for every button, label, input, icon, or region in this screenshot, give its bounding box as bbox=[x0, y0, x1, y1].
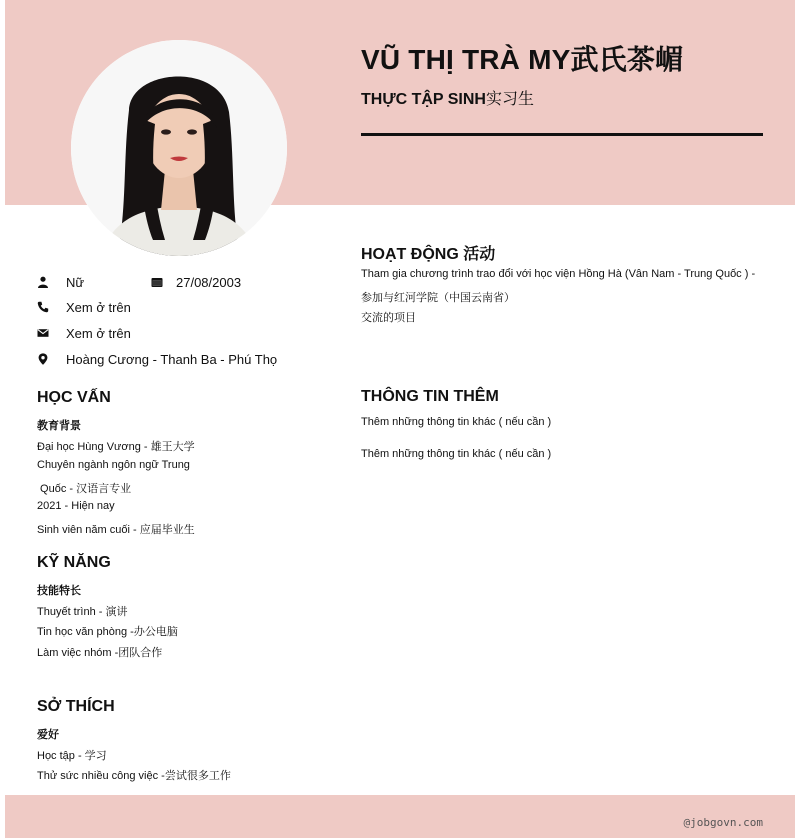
hobbies-line: Học tập - 学习 bbox=[37, 750, 107, 762]
education-line: Chuyên ngành ngôn ngữ Trung bbox=[37, 459, 190, 471]
job-title bbox=[361, 86, 534, 109]
address-value: Hoàng Cương - Thanh Ba - Phú Thọ bbox=[66, 351, 278, 367]
profile-photo bbox=[71, 40, 287, 256]
skills-line: Làm việc nhóm -团队合作 bbox=[37, 647, 163, 659]
person-icon bbox=[37, 276, 49, 288]
education-subtitle: 教育背景 bbox=[37, 420, 81, 432]
hobbies-line: Thử sức nhiều công việc -尝试很多工作 bbox=[37, 770, 231, 782]
phone-value: Xem ở trên bbox=[66, 299, 131, 315]
birthdate-value: 27/08/2003 bbox=[176, 274, 242, 290]
activities-title: HOẠT ĐỘNG 活动 bbox=[361, 246, 496, 263]
address-row bbox=[37, 350, 277, 368]
hobbies-subtitle: 爱好 bbox=[37, 729, 59, 741]
email-row bbox=[37, 324, 131, 342]
phone-icon bbox=[37, 301, 49, 313]
gender-row bbox=[37, 273, 84, 291]
education-line: Quốc - 汉语言专业 bbox=[37, 483, 132, 495]
footer-band bbox=[5, 795, 795, 838]
header-divider bbox=[361, 133, 763, 136]
activities-line: 参加与红河学院（中国云南省） bbox=[361, 292, 515, 304]
activities-line: 交流的项目 bbox=[361, 312, 416, 324]
extra-info-title: THÔNG TIN THÊM bbox=[361, 388, 499, 405]
skills-line: Tin học văn phòng -办公电脑 bbox=[37, 626, 178, 638]
education-title: HỌC VẤN bbox=[37, 389, 111, 406]
email-value: Xem ở trên bbox=[66, 325, 131, 341]
location-pin-icon bbox=[37, 353, 49, 365]
skills-line: Thuyết trình - 演讲 bbox=[37, 606, 128, 618]
job-title-vi: THỰC TẬP SINH bbox=[361, 91, 486, 108]
birthdate-row bbox=[151, 273, 241, 291]
gender-value: Nữ bbox=[66, 274, 85, 290]
job-title-zh: 实习生 bbox=[485, 91, 534, 108]
phone-row bbox=[37, 298, 131, 316]
extra-info-line: Thêm những thông tin khác ( nếu cần ) bbox=[361, 448, 552, 460]
hobbies-title: SỞ THÍCH bbox=[37, 698, 115, 715]
education-line: 2021 - Hiện nay bbox=[37, 500, 115, 512]
education-line: Đại học Hùng Vương - 雄王大学 bbox=[37, 441, 195, 453]
education-line: Sinh viên năm cuối - 应届毕业生 bbox=[37, 524, 195, 536]
candidate-name: VŨ THỊ TRÀ MY武氏茶嵋 bbox=[361, 44, 684, 75]
skills-title: KỸ NĂNG bbox=[37, 554, 111, 571]
extra-info-line: Thêm những thông tin khác ( nếu cần ) bbox=[361, 416, 552, 428]
mail-icon bbox=[37, 327, 49, 339]
calendar-icon bbox=[151, 276, 163, 288]
watermark: @jobgovn.com bbox=[683, 816, 763, 829]
activities-line: Tham gia chương trình trao đổi với học viện Hồng Hà (Vân Nam - Trung Quốc ) - bbox=[361, 268, 756, 280]
skills-subtitle: 技能特长 bbox=[37, 585, 81, 597]
